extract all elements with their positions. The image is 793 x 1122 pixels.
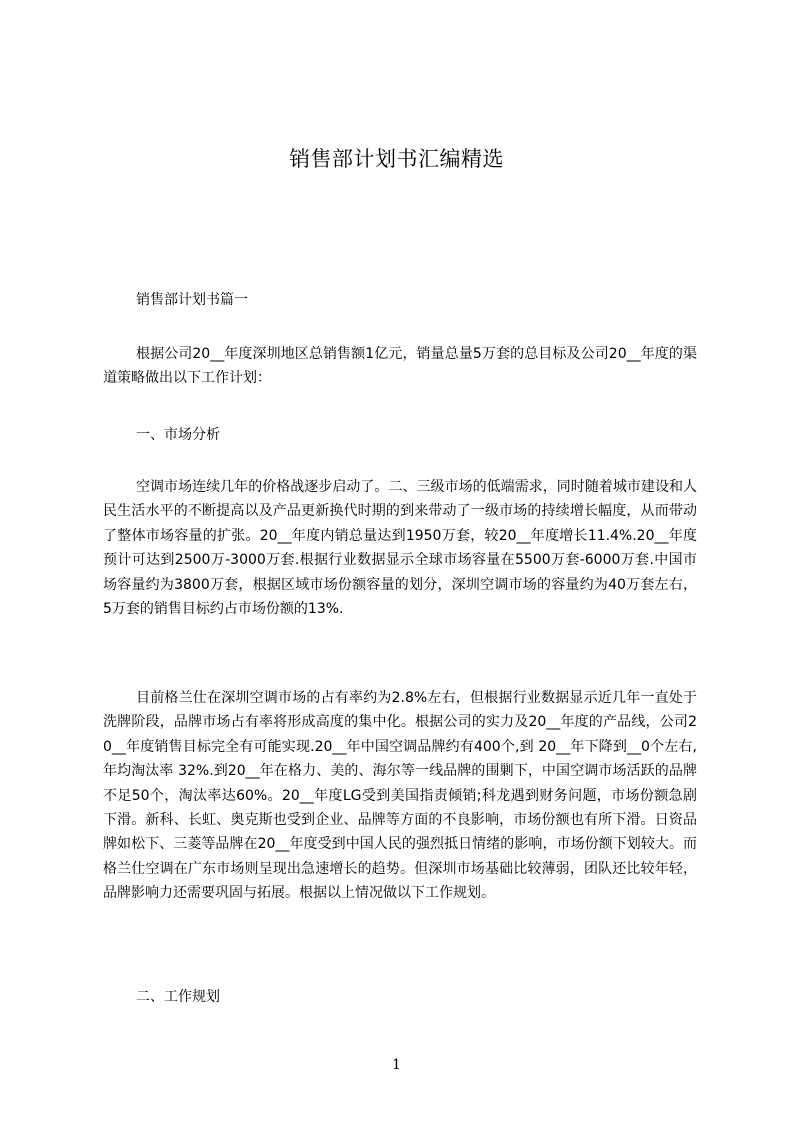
page-number: 1 bbox=[392, 1057, 401, 1073]
market-analysis-paragraph: 空调市场连续几年的价格战逐步启动了。二、三级市场的低端需求，同时随着城市建设和人民生活水平的不断提高以及产品更新换代时期的到来带动了一级市场的持续增长幅度，从而带动了整体市场容量的扩张。20__年度内销总量达到1950万套，较20__年度增长11.4%.20__年度预计可达到2500万-3000万套.根据行业数据显示全球市场容量在5500万套-6000万套.中国市场容量约为3800万套，根据区域市场份额容量的划分，深圳空调市场的容量约为40万套左右，5万套的销售目标约占市场份额的13%. bbox=[103, 479, 697, 618]
heading-market-analysis: 一、市场分析 bbox=[136, 427, 220, 443]
section-title: 销售部计划书篇一 bbox=[136, 292, 248, 308]
brand-situation-paragraph: 目前格兰仕在深圳空调市场的占有率约为2.8%左右，但根据行业数据显示近几年一直处于洗牌阶段，品牌市场占有率将形成高度的集中化。根据公司的实力及20__年度的产品线，公司20__年度销售目标完全有可能实现.20__年中国空调品牌约有400个,到 20__年下降到__0个左右,年均淘汰率 32%.到20__年在格力、美的、海尔等一线品牌的围剿下，中国空调市场活跃的品牌不足50个，淘汰率达60%。20__年度LG受到美国指责倾销;科龙遇到财务问题，市场份额急剧下滑。新科、长虹、奥克斯也受到企业、品牌等方面的不良影响，市场份额也有所下滑。日资品牌如松下、三菱等品牌在20__年度受到中国人民的强烈抵日情绪的影响，市场份额下划较大。而格兰仕空调在广东市场则呈现出急速增长的趋势。但深圳市场基础比较薄弱，团队还比较年轻，品牌影响力还需要巩固与拓展。根据以上情况做以下工作规划。 bbox=[103, 690, 697, 902]
intro-paragraph: 根据公司20__年度深圳地区总销售额1亿元，销量总量5万套的总目标及公司20__年度的渠道策略做出以下工作计划： bbox=[103, 346, 697, 387]
heading-work-plan: 二、工作规划 bbox=[136, 989, 220, 1005]
document-title: 销售部计划书汇编精选 bbox=[289, 147, 504, 171]
